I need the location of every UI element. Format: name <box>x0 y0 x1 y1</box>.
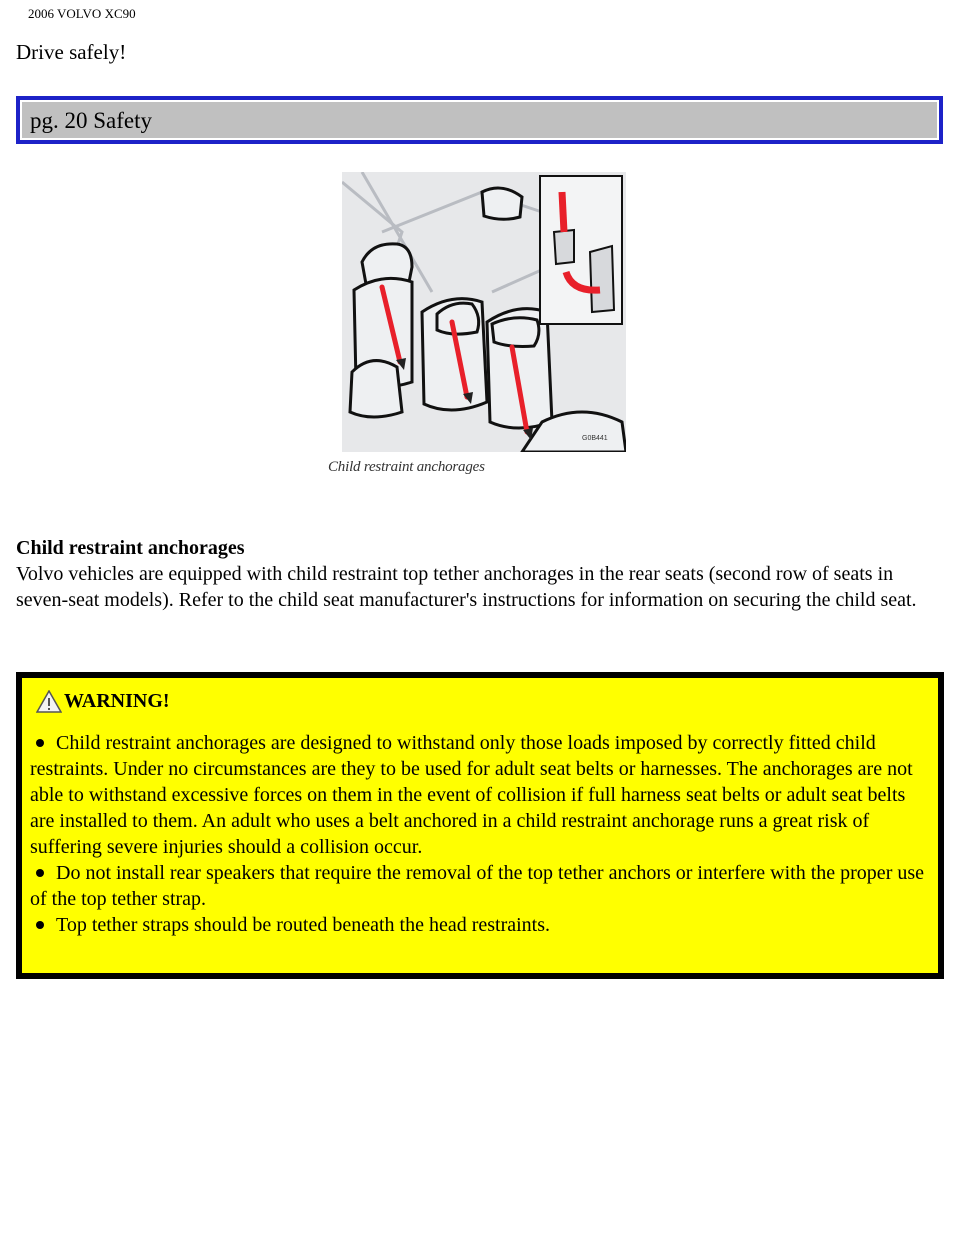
child-restraint-illustration <box>342 172 626 452</box>
bullet-icon <box>36 921 44 929</box>
section-title: pg. 20 Safety <box>20 100 939 140</box>
warning-box <box>16 672 944 979</box>
figure-code: G0B441 <box>582 435 608 442</box>
figure-caption: Child restraint anchorages <box>328 459 485 475</box>
section-bar <box>16 96 943 144</box>
warning-triangle-icon <box>36 690 62 714</box>
bullet-icon <box>36 869 44 877</box>
warning-list <box>30 730 930 938</box>
content-title: Child restraint anchorages <box>16 537 245 559</box>
content-section <box>16 535 936 613</box>
document-header: 2006 VOLVO XC90 <box>28 6 136 21</box>
warning-item: Do not install rear speakers that require the removal of the top tether anchors or interfere with the proper use of the top tether strap. <box>30 862 925 910</box>
warning-item: Child restraint anchorages are designed to withstand only those loads imposed by correctly fitted child restraints. Under no circumstances are they to be used for adult seat belts or harnesses. The anchorages are not able to withstand excessive forces on them in the event of collision if full harness seat belts or adult seat belts are installed to them. An adult who uses a belt anchored in a child restraint anchorage runs a great risk of suffering severe injuries should a collision occur. <box>30 732 913 858</box>
warning-heading: WARNING! <box>64 690 170 712</box>
warning-item: Top tether straps should be routed beneath the head restraints. <box>30 912 930 938</box>
bullet-icon <box>36 739 44 747</box>
content-body: Volvo vehicles are equipped with child restraint top tether anchorages in the rear seats (second row of seats in seven-seat models). Refer to the child seat manufacturer's instructions for information on securing the child seat. <box>16 563 917 611</box>
intro-text: Drive safely! <box>16 40 127 64</box>
